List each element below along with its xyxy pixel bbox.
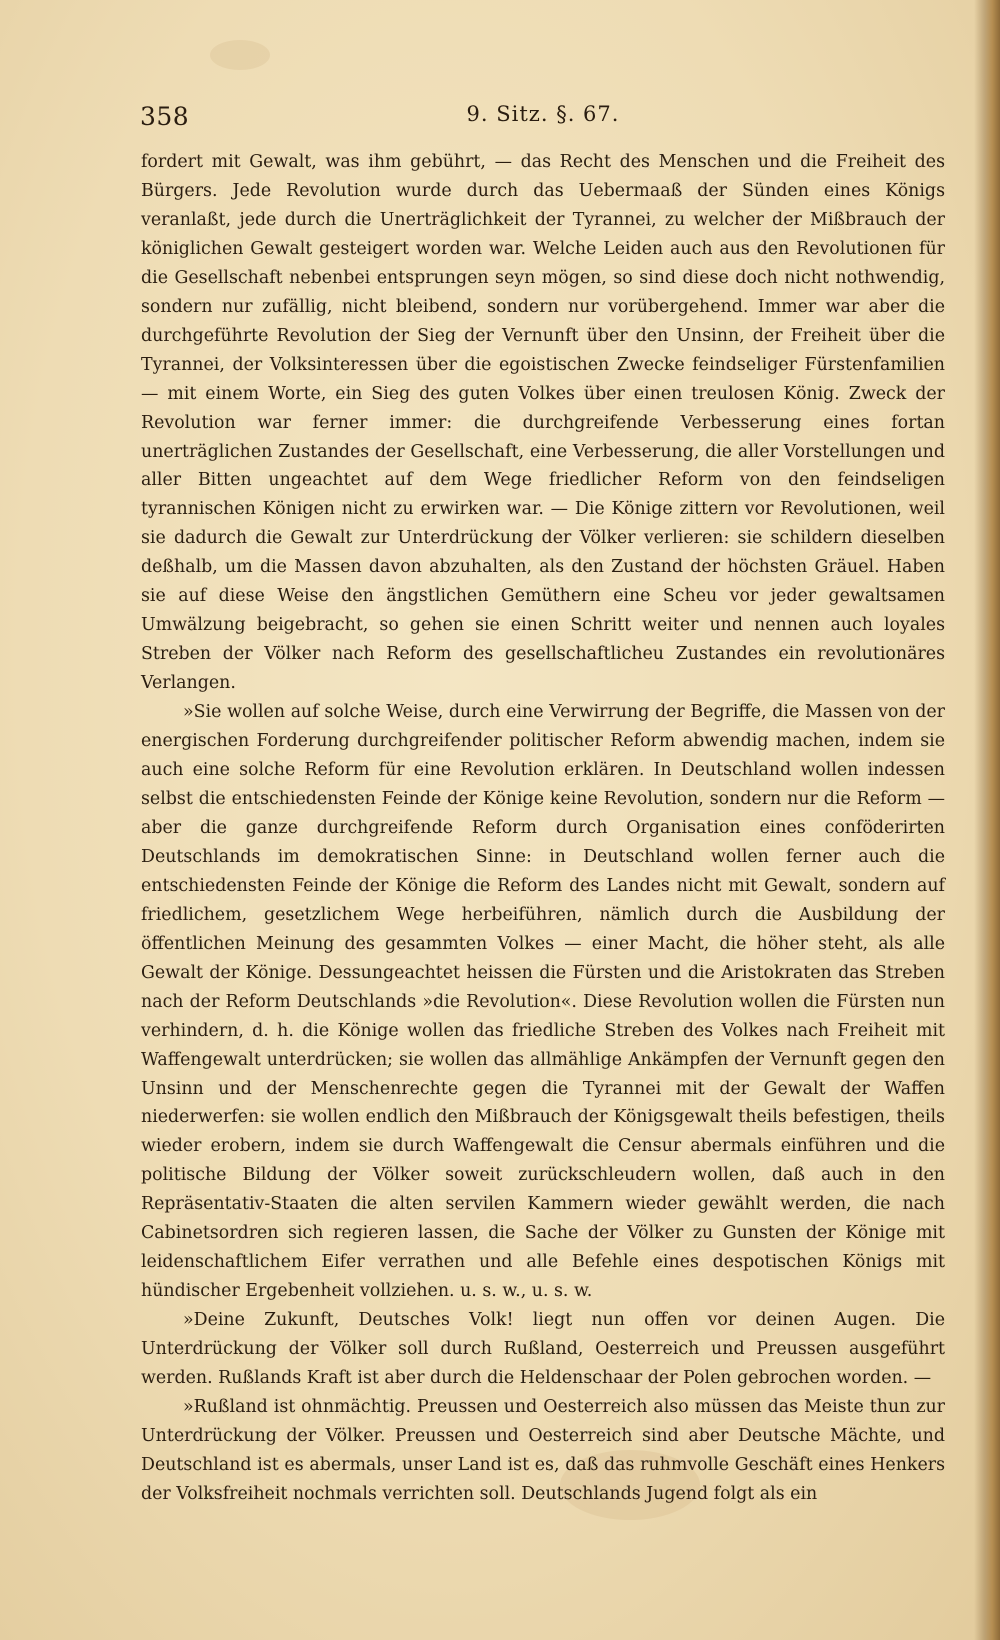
page-header — [140, 100, 946, 140]
running-head: 9. Sitz. §. 67. — [466, 102, 620, 126]
paper-stain — [210, 40, 270, 70]
paragraph: »Sie wollen auf solche Weise, durch eine Verwirrung der Begriffe, die Massen von der energischen Forderung durchgreifender politischer Reform abwendig machen, indem sie auch eine solche Reform für eine Revolution erklären. In Deutschland wollen indessen selbst die entschiedensten Feinde der Könige keine Revolution, sondern nur die Reform — aber die ganze durchgreifende Reform durch Organisation eines conföderirten Deutschlands im demokratischen Sinne: in Deutschland wollen ferner auch die entschiedensten Feinde der Könige die Reform des Landes nicht mit Gewalt, sondern auf friedlichem, gesetzlichem Wege herbeiführen, nämlich durch die Ausbildung der öffentlichen Meinung des gesammten Volkes — einer Macht, die höher steht, als alle Gewalt der Könige. Dessungeachtet heissen die Fürsten und die Aristokraten das Streben nach der Reform Deutschlands »die Revolution«. Diese Revolution wollen die Fürsten nun verhindern, d. h. die Könige wollen das friedliche Streben des Volkes nach Freiheit mit Waffengewalt unterdrücken; sie wollen das allmählige Ankämpfen der Vernunft gegen den Unsinn und der Menschenrechte gegen die Tyrannei mit der Gewalt der Waffen niederwerfen: sie wollen endlich den Mißbrauch der Königsgewalt theils befestigen, theils wieder erobern, indem sie durch Waffengewalt die Censur abermals einführen und die politische Bildung der Völker soweit zurückschleudern wollen, daß auch in den Repräsentativ-Staaten die alten servilen Kammern wieder gewählt werden, die nach Cabinetsordren sich regieren lassen, die Sache der Völker zu Gunsten der Könige mit leidenschaftlichem Eifer verrathen und alle Befehle eines despotischen Königs mit hündischer Ergebenheit vollziehen. u. s. w., u. s. w. — [141, 702, 945, 1302]
paragraph: fordert mit Gewalt, was ihm gebührt, — das Recht des Menschen und die Freiheit des Bürgers. Jede Revolution wurde durch das Uebermaaß der Sünden eines Königs veranlaßt, jede durch die Unerträglichkeit der Tyrannei, zu welcher der Mißbrauch der königlichen Gewalt gesteigert worden war. Welche Leiden auch aus den Revolutionen für die Gesellschaft nebenbei entsprungen seyn mögen, so sind diese doch nicht nothwendig, sondern nur zufällig, nicht bleibend, sondern nur vorübergehend. Immer war aber die durchgeführte Revolution der Sieg der Vernunft über den Unsinn, der Freiheit über die Tyrannei, der Volksinteressen über die egoistischen Zwecke feindseliger Fürstenfamilien — mit einem Worte, ein Sieg des guten Volkes über einen treulosen König. Zweck der Revolution war ferner immer: die durchgreifende Verbesserung eines fortan unerträglichen Zustandes der Gesellschaft, eine Verbesserung, die aller Vorstellungen und aller Bitten ungeachtet auf dem Wege friedlicher Reform von den feindseligen tyrannischen Königen nicht zu erwirken war. — Die Könige zittern vor Revolutionen, weil sie dadurch die Gewalt zur Unterdrückung der Völker verlieren: sie schildern dieselben deßhalb, um die Massen davon abzuhalten, als den Zustand der höchsten Gräuel. Haben sie auf diese Weise den ängstlichen Gemüthern eine Scheu vor jeder gewaltsamen Umwälzung beigebracht, so gehen sie einen Schritt weiter und nennen auch loyales Streben der Völker nach Reform des gesellschaftlicheu Zustandes ein revolutionäres Verlangen. — [141, 152, 945, 694]
paragraph: »Deine Zukunft, Deutsches Volk! liegt nun offen vor deinen Augen. Die Unterdrückung der Völker soll durch Rußland, Oesterreich und Preussen ausgeführt werden. Rußlands Kraft ist aber durch die Heldenschaar der Polen gebrochen worden. — — [141, 1310, 945, 1389]
book-spine-edge — [974, 0, 1000, 1640]
paragraph: »Rußland ist ohnmächtig. Preussen und Oesterreich also müssen das Meiste thun zur Unterdrückung der Völker. Preussen und Oesterreich sind aber Deutsche Mächte, und Deutschland ist es abermals, unser Land ist es, daß das ruhmvolle Geschäft eines Henkers der Volksfreiheit nochmals verrichten soll. Deutschlands Jugend folgt als ein — [141, 1396, 945, 1504]
body-text — [141, 148, 945, 1509]
page-number: 358 — [140, 102, 190, 131]
